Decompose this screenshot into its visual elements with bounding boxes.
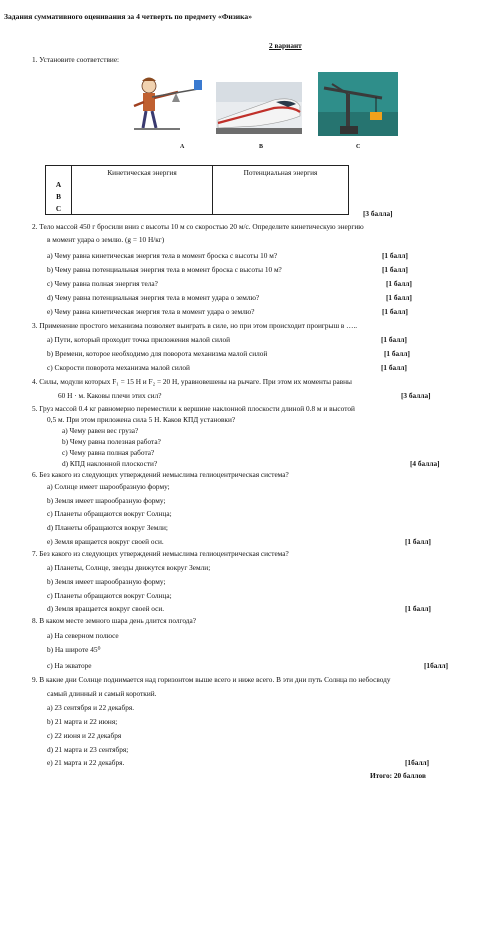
row-label-a: A [46,178,72,190]
q2-item-b-score: [1 балл] [382,265,408,274]
man-lever-illustration [132,72,204,136]
q9-line2: самый длинный и самый короткий. [47,689,157,698]
q6-item-d: d) Планеты обращаются вокруг Земли; [47,523,168,532]
q3-line1: 3. Применение простого механизма позволяет выиграть в силе, но при этом происходит проигрыш в ….. [32,321,358,330]
q5-item-d: d) КПД наклонной плоскости? [62,459,158,468]
q9-line1: 9. В какие дни Солнце поднимается над горизонтом выше всего и ниже всего. В эти дни путь Солнца по небосводу [32,675,391,684]
q7-item-d: d) Земля вращается вокруг своей оси. [47,604,165,613]
q9-item-b: b) 21 марта и 22 июня; [47,717,118,726]
q4-line1: 4. Силы, модули которых F₁ = 15 Н и F₂ = 20 Н, уравновешены на рычаге. При этом их моменты равны [32,377,352,386]
q7-item-a: a) Планеты, Солнце, звезды движутся вокруг Земли; [47,563,211,572]
q6-score: [1 балл] [405,537,431,546]
q4-line2: 60 Н · м. Каковы плечи этих сил? [58,391,162,400]
q8-item-a: a) На северном полюсе [47,631,119,640]
q7-score: [1 балл] [405,604,431,613]
q8-item-c: c) На экваторе [47,661,92,670]
q2-item-a-score: [1 балл] [382,251,408,260]
q3-item-b: b) Времени, которое необходимо для поворота механизма малой силой [47,349,268,358]
q4-score: [3 балла] [401,391,431,400]
pic-c-label: C [356,144,361,150]
q5-item-c: c) Чему равна полная работа? [62,448,155,457]
cell-c-kinetic[interactable] [72,202,213,215]
crane-illustration [318,72,398,136]
row-label-b: B [46,190,72,202]
cell-a-kinetic[interactable] [72,178,213,190]
q3-item-b-score: [1 балл] [384,349,410,358]
q1-score: [3 балла] [363,209,393,218]
pic-b-label: B [259,144,264,150]
q1-text: 1. Установите соответствие: [32,55,120,64]
total-score: Итого: 20 баллов [370,771,426,780]
worksheet-title: Задания суммативного оценивания за 4 четверть по предмету «Физика» [4,12,253,21]
q2-item-a: a) Чему равна кинетическая энергия тела в момент броска с высоты 10 м? [47,251,278,260]
q2-line2: в момент удара о землю. (g = 10 Н/кг) [47,235,165,244]
q8-item-b: b) На широте 45⁰ [47,645,101,654]
q8-line1: 8. В каком месте земного шара день длится полгода? [32,616,196,625]
pic-a-label: A [180,144,185,150]
train-illustration [216,82,302,134]
q6-item-a: a) Солнце имеет шарообразную форму; [47,482,170,491]
q3-item-c: c) Скорости поворота механизма малой силой [47,363,190,372]
cell-c-potential[interactable] [213,202,349,215]
q6-item-c: c) Планеты обращаются вокруг Солнца; [47,509,172,518]
q9-score: [1балл] [405,758,430,767]
q9-item-c: c) 22 июня и 22 декабря [47,731,122,740]
q2-item-e: e) Чему равна кинетическая энергия тела в момент удара о землю? [47,307,255,316]
q5-item-b: b) Чему равна полезная работа? [62,437,161,446]
variant-label: 2 вариант [269,41,302,50]
q7-line1: 7. Без какого из следующих утверждений немыслима гелиоцентрическая система? [32,549,289,558]
cell-a-potential[interactable] [213,178,349,190]
cell-b-potential[interactable] [213,190,349,202]
q9-item-a: a) 23 сентября и 22 декабря. [47,703,135,712]
cell-b-kinetic[interactable] [72,190,213,202]
q2-item-e-score: [1 балл] [382,307,408,316]
q7-item-c: c) Планеты обращаются вокруг Солнца; [47,591,172,600]
q5-item-a: a) Чему равен вес груза? [62,426,139,435]
q3-item-a-score: [1 балл] [381,335,407,344]
q7-item-b: b) Земля имеет шарообразную форму; [47,577,166,586]
header-kinetic: Кинетическая энергия [72,166,213,179]
row-label-c: C [46,202,72,215]
q5-score: [4 балла] [410,459,440,468]
header-potential: Потенциальная энергия [213,166,349,179]
q9-item-d: d) 21 марта и 23 сентября; [47,745,129,754]
q8-score: [1балл] [424,661,449,670]
q6-item-b: b) Земля имеет шарообразную форму; [47,496,166,505]
q5-line2: 0,5 м. При этом приложена сила 5 Н. Каков КПД установки? [47,415,236,424]
q5-line1: 5. Груз массой 0.4 кг равномерно переместили к вершине наклонной плоскости длиной 0.8 м и высотой [32,404,355,413]
q2-item-c-score: [1 балл] [386,279,412,288]
q2-line1: 2. Тело массой 450 г бросили вниз с высоты 10 м со скоростью 20 м/с. Определите кинетическую энергию [32,222,364,231]
q2-item-d-score: [1 балл] [386,293,412,302]
q2-item-d: d) Чему равна потенциальная энергия тела в момент удара о землю? [47,293,260,302]
q9-item-e: e) 21 марта и 22 декабря. [47,758,125,767]
q6-item-e: e) Земля вращается вокруг своей оси. [47,537,164,546]
matching-table [45,165,349,215]
q3-item-c-score: [1 балл] [381,363,407,372]
q6-line1: 6. Без какого из следующих утверждений немыслима гелиоцентрическая система? [32,470,289,479]
q2-item-c: c) Чему равна полная энергия тела? [47,279,158,288]
q3-item-a: a) Пути, который проходит точка приложения малой силой [47,335,231,344]
q2-item-b: b) Чему равна потенциальная энергия тела в момент броска с высоты 10 м? [47,265,282,274]
